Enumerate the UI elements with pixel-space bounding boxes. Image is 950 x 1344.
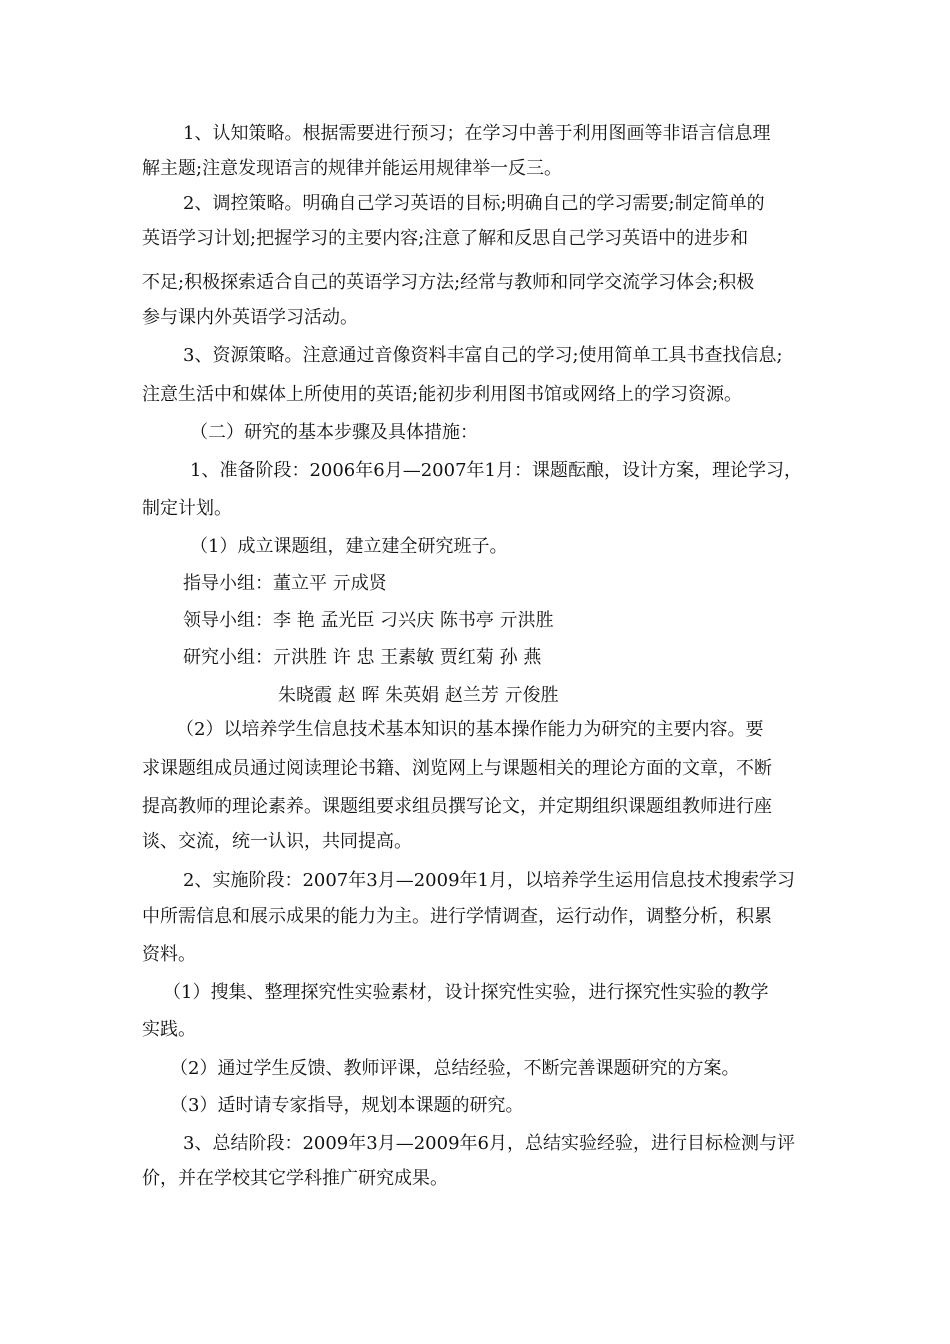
text-line: 谈、交流，统一认识，共同提高。 bbox=[142, 831, 412, 852]
text-line: 2、调控策略。明确自己学习英语的目标;明确自己的学习需要;制定简单的 bbox=[183, 193, 765, 214]
text-line: （2）通过学生反馈、教师评课，总结经验，不断完善课题研究的方案。 bbox=[170, 1058, 740, 1079]
text-line: 指导小组：董立平 亓成贤 bbox=[183, 573, 387, 594]
text-line: 注意生活中和媒体上所使用的英语;能初步利用图书馆或网络上的学习资源。 bbox=[142, 384, 743, 405]
text-line: 不足;积极探索适合自己的英语学习方法;经常与教师和同学交流学习体会;积极 bbox=[142, 272, 755, 293]
text-line: 参与课内外英语学习活动。 bbox=[142, 307, 358, 328]
text-line: 1、认知策略。根据需要进行预习；在学习中善于利用图画等非语言信息理 bbox=[183, 123, 771, 144]
text-line: 实践。 bbox=[142, 1019, 196, 1040]
text-line: 领导小组：李 艳 孟光臣 刁兴庆 陈书亭 亓洪胜 bbox=[183, 610, 554, 631]
text-line: 2、实施阶段：2007年3月—2009年1月，以培养学生运用信息技术搜索学习 bbox=[183, 870, 795, 891]
text-line: （2）以培养学生信息技术基本知识的基本操作能力为研究的主要内容。要 bbox=[176, 719, 764, 740]
text-line: 3、总结阶段：2009年3月—2009年6月，总结实验经验，进行目标检测与评 bbox=[183, 1133, 795, 1154]
text-line: 3、资源策略。注意通过音像资料丰富自己的学习;使用简单工具书查找信息; bbox=[183, 345, 783, 366]
text-line: （1）搜集、整理探究性实验素材，设计探究性实验，进行探究性实验的教学 bbox=[163, 982, 769, 1003]
text-line: （3）适时请专家指导，规划本课题的研究。 bbox=[170, 1095, 524, 1116]
text-line: 制定计划。 bbox=[142, 498, 232, 519]
text-line: 英语学习计划;把握学习的主要内容;注意了解和反思自己学习英语中的进步和 bbox=[142, 228, 749, 249]
text-line: 资料。 bbox=[142, 944, 196, 965]
text-line: 提高教师的理论素养。课题组要求组员撰写论文，并定期组织课题组教师进行座 bbox=[142, 796, 772, 817]
text-line: 价，并在学校其它学科推广研究成果。 bbox=[142, 1168, 448, 1189]
text-line: 解主题;注意发现语言的规律并能运用规律举一反三。 bbox=[142, 158, 563, 179]
text-line: 求课题组成员通过阅读理论书籍、浏览网上与课题相关的理论方面的文章，不断 bbox=[142, 758, 772, 779]
section-heading: （二）研究的基本步骤及具体措施： bbox=[190, 422, 478, 443]
text-line: 朱晓霞 赵 晖 朱英娟 赵兰芳 亓俊胜 bbox=[278, 685, 559, 706]
text-line: 研究小组：亓洪胜 许 忠 王素敏 贾红菊 孙 燕 bbox=[183, 647, 542, 668]
text-line: 中所需信息和展示成果的能力为主。进行学情调查，运行动作，调整分析，积累 bbox=[142, 906, 772, 927]
text-line: （1）成立课题组，建立建全研究班子。 bbox=[190, 536, 508, 557]
text-line: 1、准备阶段：2006年6月—2007年1月：课题酝酿，设计方案，理论学习， bbox=[190, 460, 802, 481]
